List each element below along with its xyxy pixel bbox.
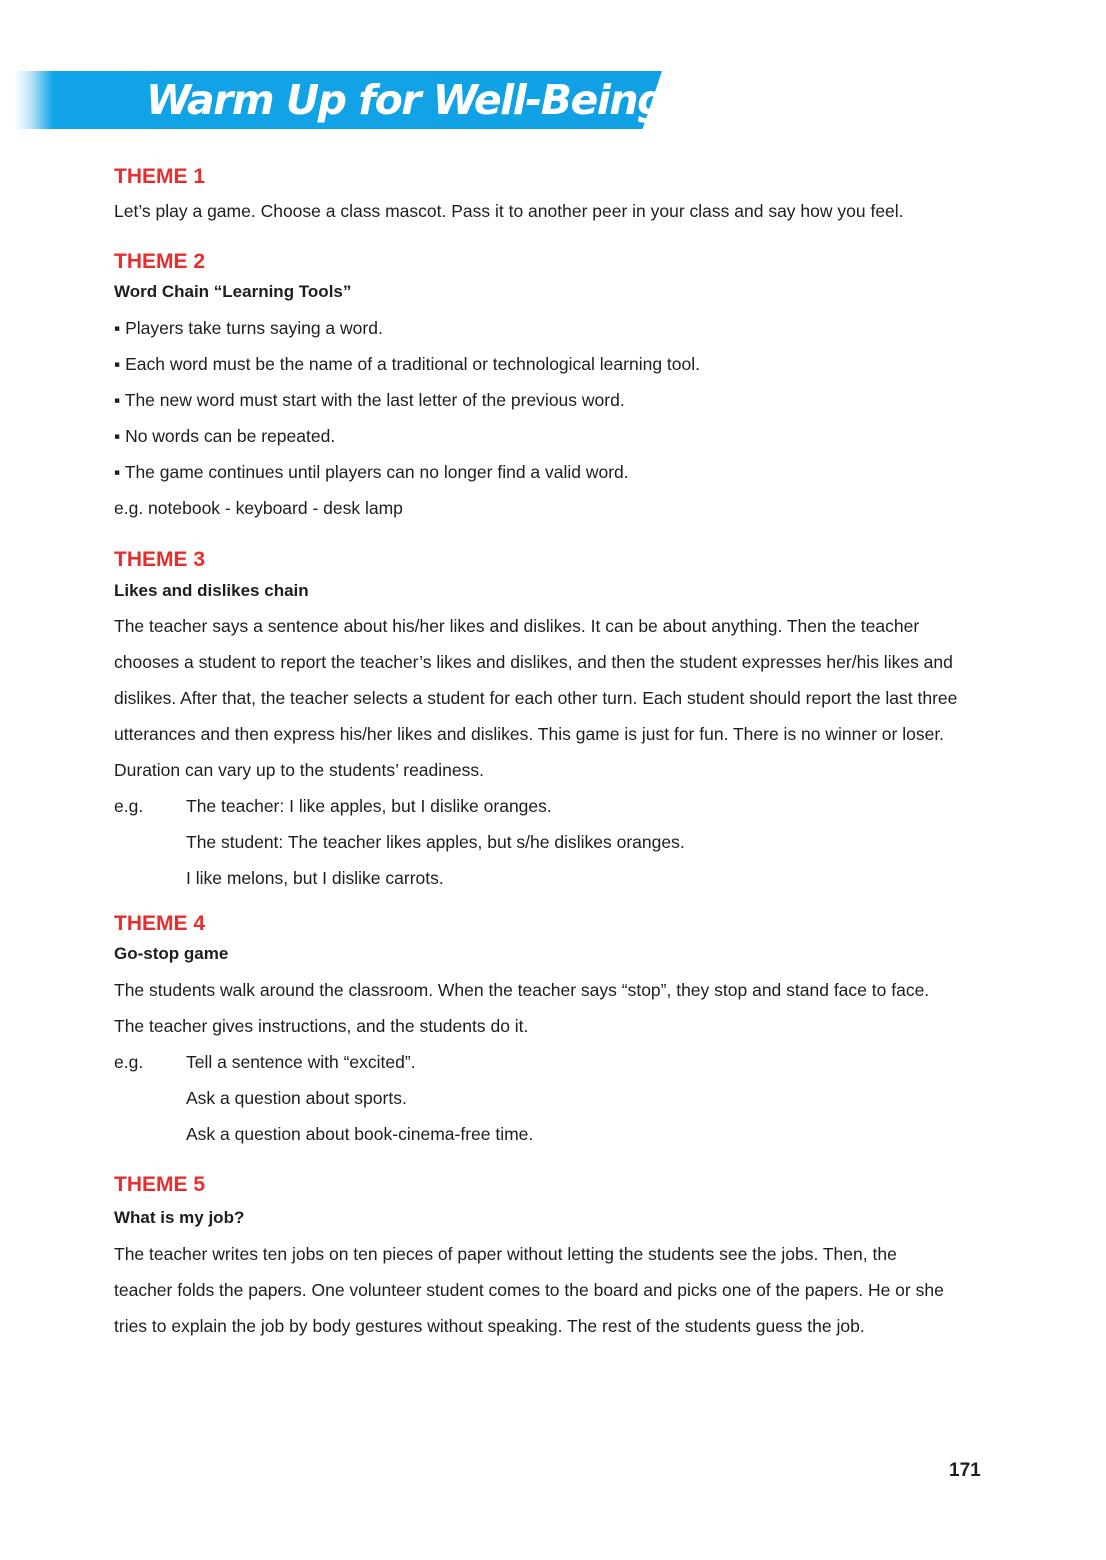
theme-2-rule: ▪ Each word must be the name of a traditional or technological learning tool.: [114, 354, 700, 374]
page-title: Warm Up for Well-Being: [146, 76, 665, 124]
theme-5-paragraph-line: tries to explain the job by body gestures without speaking. The rest of the students guess the job.: [114, 1316, 865, 1336]
theme-2-rule: ▪ The new word must start with the last letter of the previous word.: [114, 390, 625, 410]
theme-3-paragraph-line: utterances and then express his/her likes and dislikes. This game is just for fun. There is no winner or loser.: [114, 724, 945, 744]
theme-4-example: Ask a question about book-cinema-free time.: [186, 1124, 534, 1144]
theme-3-example: The student: The teacher likes apples, but s/he dislikes oranges.: [186, 832, 685, 852]
theme-2-example: e.g. notebook - keyboard - desk lamp: [114, 498, 403, 518]
theme-1-heading: THEME 1: [114, 165, 206, 188]
page-number: 171: [949, 1460, 981, 1481]
theme-4-example-label: e.g.: [114, 1052, 144, 1072]
theme-3-subheading: Likes and dislikes chain: [114, 581, 309, 600]
theme-5-heading: THEME 5: [114, 1173, 206, 1196]
theme-4-heading: THEME 4: [114, 912, 206, 935]
theme-5-paragraph-line: The teacher writes ten jobs on ten pieces of paper without letting the students see the jobs. Then, the: [114, 1244, 897, 1264]
theme-2-heading: THEME 2: [114, 250, 206, 273]
theme-3-heading: THEME 3: [114, 548, 206, 571]
theme-3-paragraph-line: chooses a student to report the teacher’s likes and dislikes, and then the student expresses her/his likes and: [114, 652, 953, 672]
theme-3-example-label: e.g.: [114, 796, 144, 816]
theme-3-example: The teacher: I like apples, but I dislike oranges.: [186, 796, 552, 816]
theme-5-paragraph-line: teacher folds the papers. One volunteer student comes to the board and picks one of the papers. He or she: [114, 1280, 944, 1300]
theme-3-paragraph-line: dislikes. After that, the teacher selects a student for each other turn. Each student should report the last three: [114, 688, 958, 708]
theme-3-paragraph-line: The teacher says a sentence about his/her likes and dislikes. It can be about anything. Then the teacher: [114, 616, 920, 636]
theme-4-paragraph-line: The students walk around the classroom. When the teacher says “stop”, they stop and stand face to face.: [114, 980, 930, 1000]
theme-3-paragraph-line: Duration can vary up to the students’ readiness.: [114, 760, 484, 780]
theme-5-subheading: What is my job?: [114, 1208, 245, 1227]
theme-4-example: Ask a question about sports.: [186, 1088, 407, 1108]
theme-4-example: Tell a sentence with “excited”.: [186, 1052, 416, 1072]
theme-2-rule: ▪ The game continues until players can no longer find a valid word.: [114, 462, 629, 482]
theme-4-subheading: Go-stop game: [114, 944, 229, 963]
theme-2-subheading: Word Chain “Learning Tools”: [114, 282, 352, 301]
theme-2-rule: ▪ No words can be repeated.: [114, 426, 336, 446]
theme-4-paragraph-line: The teacher gives instructions, and the students do it.: [114, 1016, 529, 1036]
theme-3-example: I like melons, but I dislike carrots.: [186, 868, 444, 888]
theme-1-text: Let’s play a game. Choose a class mascot. Pass it to another peer in your class and say how you feel.: [114, 201, 904, 221]
theme-2-rule: ▪ Players take turns saying a word.: [114, 318, 383, 338]
